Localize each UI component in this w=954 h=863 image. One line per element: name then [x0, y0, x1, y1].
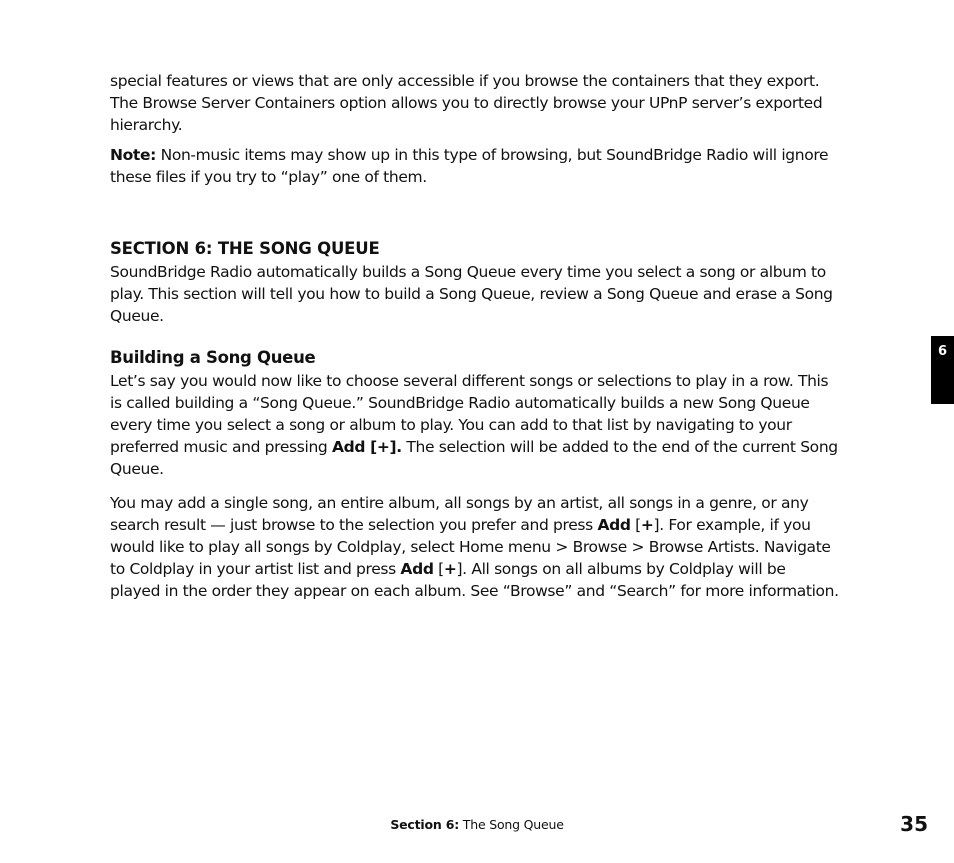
section-intro-paragraph — [110, 261, 840, 327]
add-text-part3: ]. All songs on all albums by Coldplay will be played in the order they appear on each album. See “Browse” and “Search” for more information. — [110, 560, 839, 600]
side-tab-label: 6 — [937, 344, 948, 359]
plus-2: + — [443, 560, 457, 578]
add-plus-label: Add [+]. — [331, 438, 402, 456]
note-label: Note: — [110, 146, 156, 164]
add-text-part2: ]. For example, if you would like to play all songs by Coldplay, select Home menu > Browse > Browse Artists. Navigate to Coldplay in your artist list and press — [110, 516, 831, 578]
add-label-1: Add — [597, 516, 631, 534]
building-text-before: Let’s say you would now like to choose several different songs or selections to play in a row. This is called building a “Song Queue.” SoundBridge Radio automatically builds a new Song Queue every time you select a song or album to play. You can add to that list by navigating to your preferred music and pressing — [110, 372, 829, 456]
building-text-after: The selection will be added to the end of the current Song Queue. — [110, 438, 838, 478]
building-paragraph — [110, 370, 840, 480]
plus-1: + — [640, 516, 654, 534]
note-text: Non-music items may show up in this type of browsing, but SoundBridge Radio will ignore these files if you try to “play” one of them. — [110, 146, 829, 186]
intro-text: special features or views that are only accessible if you browse the containers that they export. The Browse Server Containers option allows you to directly browse your UPnP server’s exported hierarchy. — [110, 72, 823, 134]
add-label-2: Add — [400, 560, 434, 578]
add-text-part1: You may add a single song, an entire album, all songs by an artist, all songs in a genre, or any search result — just browse to the selection you prefer and press — [110, 494, 809, 534]
section-intro-text: SoundBridge Radio automatically builds a Song Queue every time you select a song or album to play. This section will tell you how to build a Song Queue, review a Song Queue and erase a Song Queue. — [110, 263, 833, 325]
add-paragraph — [110, 492, 840, 602]
note-paragraph — [110, 144, 840, 188]
section-side-tab — [931, 336, 954, 404]
footer-section-title: The Song Queue — [462, 817, 564, 832]
bracket-open-2: [ — [438, 560, 444, 578]
section-heading: SECTION 6: THE SONG QUEUE — [110, 239, 380, 258]
footer-section-label: Section 6: — [390, 817, 459, 832]
page-footer — [0, 817, 954, 833]
page-number: 35 — [900, 812, 928, 836]
subheading-building-song-queue: Building a Song Queue — [110, 348, 316, 367]
intro-paragraph — [110, 70, 840, 136]
bracket-open-1: [ — [635, 516, 641, 534]
